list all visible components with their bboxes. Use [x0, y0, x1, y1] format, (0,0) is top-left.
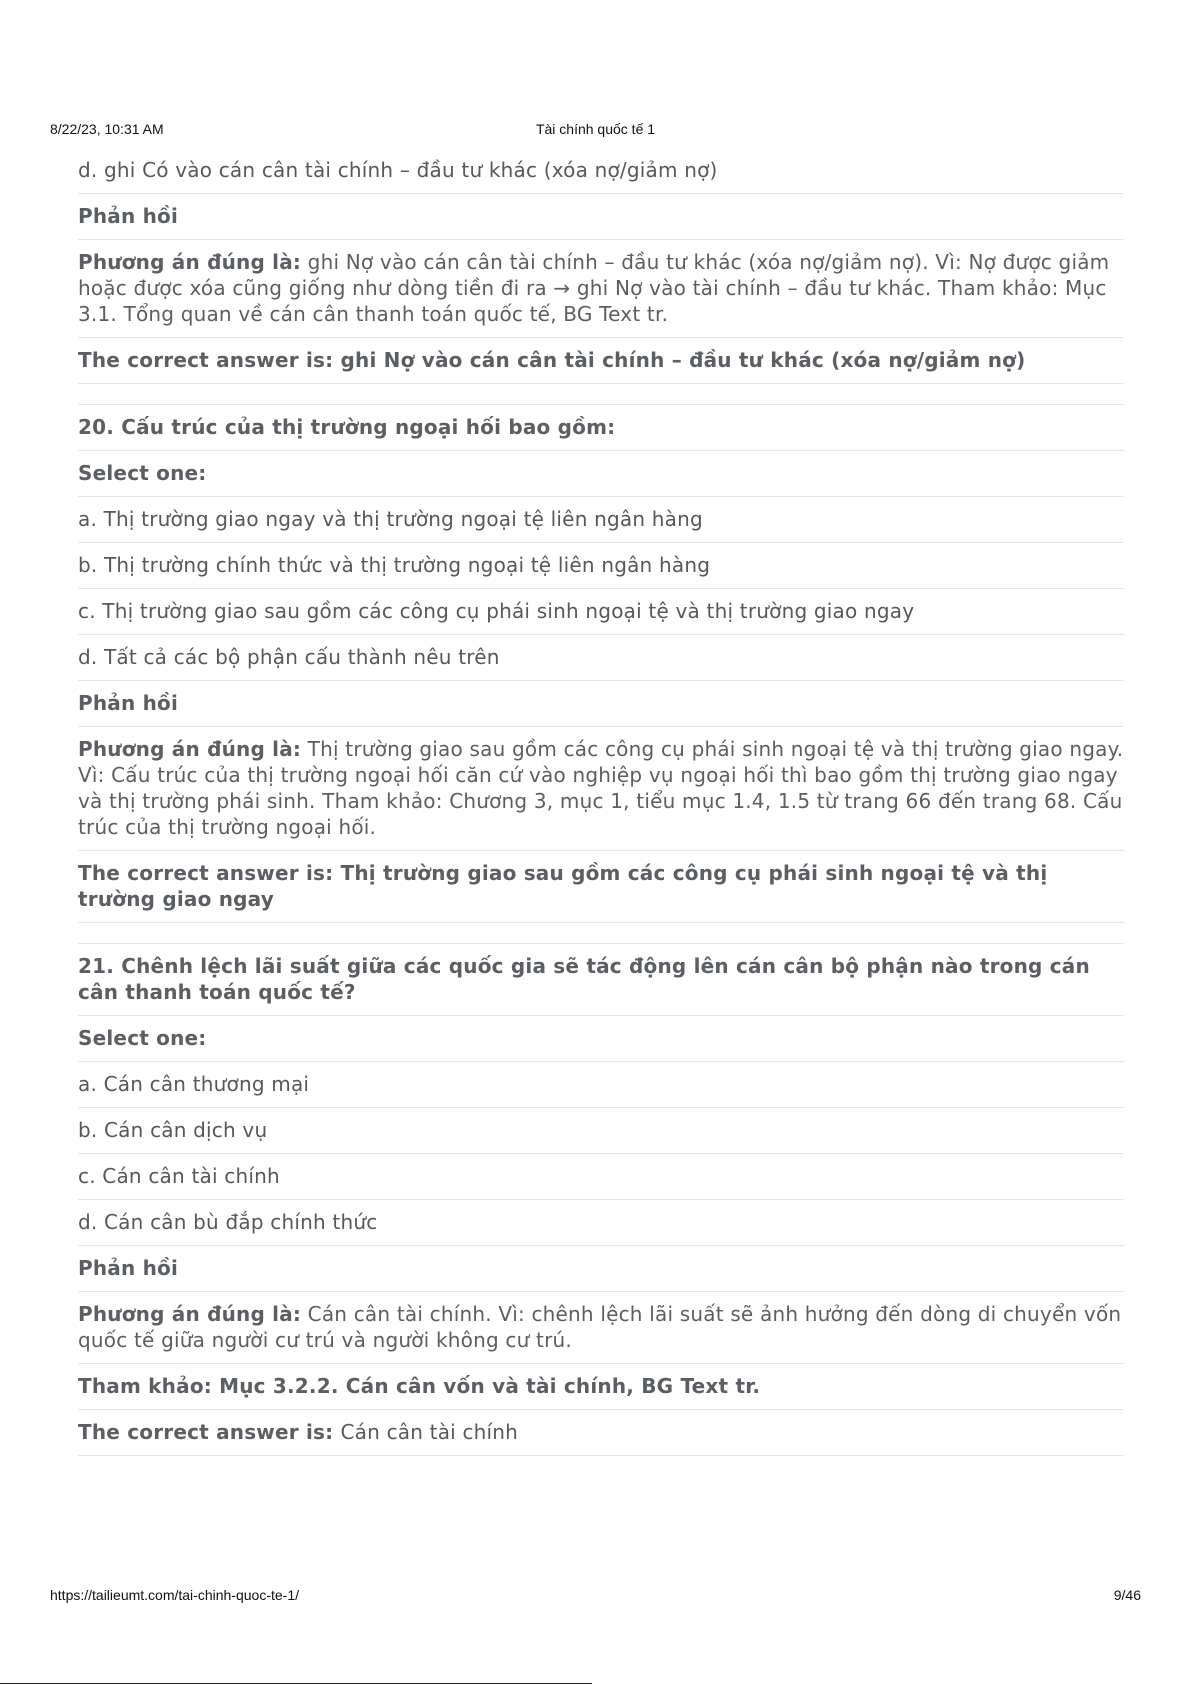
print-datetime: 8/22/23, 10:31 AM	[50, 121, 164, 137]
feedback-label: Phản hồi	[78, 194, 1124, 240]
question-20-text: 20. Cấu trúc của thị trường ngoại hối bao gồm:	[78, 405, 1124, 451]
correct-answer	[78, 1410, 1124, 1456]
feedback-label: Phản hồi	[78, 681, 1124, 727]
question-21-option-c[interactable]: c. Cán cân tài chính	[78, 1154, 1124, 1200]
feedback-label: Phản hồi	[78, 1246, 1124, 1292]
correct-prefix: Phương án đúng là:	[78, 1302, 302, 1326]
question-20-option-a[interactable]: a. Thị trường giao ngay và thị trường ngoại tệ liên ngân hàng	[78, 497, 1124, 543]
select-one-label: Select one:	[78, 1016, 1124, 1062]
feedback-text	[78, 1292, 1124, 1364]
feedback-text	[78, 240, 1124, 338]
correct-explanation: Thị trường giao sau gồm các công cụ phái sinh ngoại tệ và thị trường giao ngay. Vì: Cấu trúc của thị trường ngoại hối căn cứ vào nghiệp vụ ngoại hối thì bao gồm thị trường giao ngay và thị trường phái sinh. Tham khảo: Chương 3, mục 1, tiểu mục 1.4, 1.5 từ trang 66 đến trang 68. Cấu trúc của thị trường ngoại hối.	[78, 737, 1124, 839]
question-separator	[78, 923, 1124, 944]
correct-prefix: Phương án đúng là:	[78, 250, 302, 274]
select-one-label: Select one:	[78, 451, 1124, 497]
correct-explanation: Cán cân tài chính. Vì: chênh lệch lãi suất sẽ ảnh hưởng đến dòng di chuyển vốn quốc tế giữa người cư trú và người không cư trú.	[78, 1302, 1122, 1352]
reference-line: Tham khảo: Mục 3.2.2. Cán cân vốn và tài chính, BG Text tr.	[78, 1364, 1124, 1410]
question-20-option-b[interactable]: b. Thị trường chính thức và thị trường ngoại tệ liên ngân hàng	[78, 543, 1124, 589]
correct-prefix: Phương án đúng là:	[78, 737, 302, 761]
question-20-option-c[interactable]: c. Thị trường giao sau gồm các công cụ phái sinh ngoại tệ và thị trường giao ngay	[78, 589, 1124, 635]
correct-answer: The correct answer is: Thị trường giao sau gồm các công cụ phái sinh ngoại tệ và thị trường giao ngay	[78, 851, 1124, 923]
page-bottom-rule	[0, 1683, 592, 1684]
quiz-review-content	[78, 154, 1124, 1456]
option-d: d. ghi Có vào cán cân tài chính – đầu tư khác (xóa nợ/giảm nợ)	[78, 154, 1124, 194]
print-url: https://tailieumt.com/tai-chinh-quoc-te-1/	[50, 1587, 299, 1603]
question-21-option-a[interactable]: a. Cán cân thương mại	[78, 1062, 1124, 1108]
question-21-option-b[interactable]: b. Cán cân dịch vụ	[78, 1108, 1124, 1154]
question-20-option-d[interactable]: d. Tất cả các bộ phận cấu thành nêu trên	[78, 635, 1124, 681]
feedback-text	[78, 727, 1124, 851]
answer-prefix: The correct answer is:	[78, 1420, 341, 1444]
question-21-option-d[interactable]: d. Cán cân bù đắp chính thức	[78, 1200, 1124, 1246]
answer-value: Cán cân tài chính	[340, 1420, 519, 1444]
print-page-number: 9/46	[1113, 1587, 1141, 1603]
correct-answer: The correct answer is: ghi Nợ vào cán cân tài chính – đầu tư khác (xóa nợ/giảm nợ)	[78, 338, 1124, 384]
correct-explanation: ghi Nợ vào cán cân tài chính – đầu tư khác (xóa nợ/giảm nợ). Vì: Nợ được giảm hoặc được xóa cũng giống như dòng tiền đi ra → ghi Nợ vào tài chính – đầu tư khác. Tham khảo: Mục 3.1. Tổng quan về cán cân thanh toán quốc tế, BG Text tr.	[78, 250, 1110, 326]
print-title: Tài chính quốc tế 1	[535, 121, 656, 137]
question-separator	[78, 384, 1124, 405]
question-21-text: 21. Chênh lệch lãi suất giữa các quốc gia sẽ tác động lên cán cân bộ phận nào trong cán cân thanh toán quốc tế?	[78, 944, 1124, 1016]
